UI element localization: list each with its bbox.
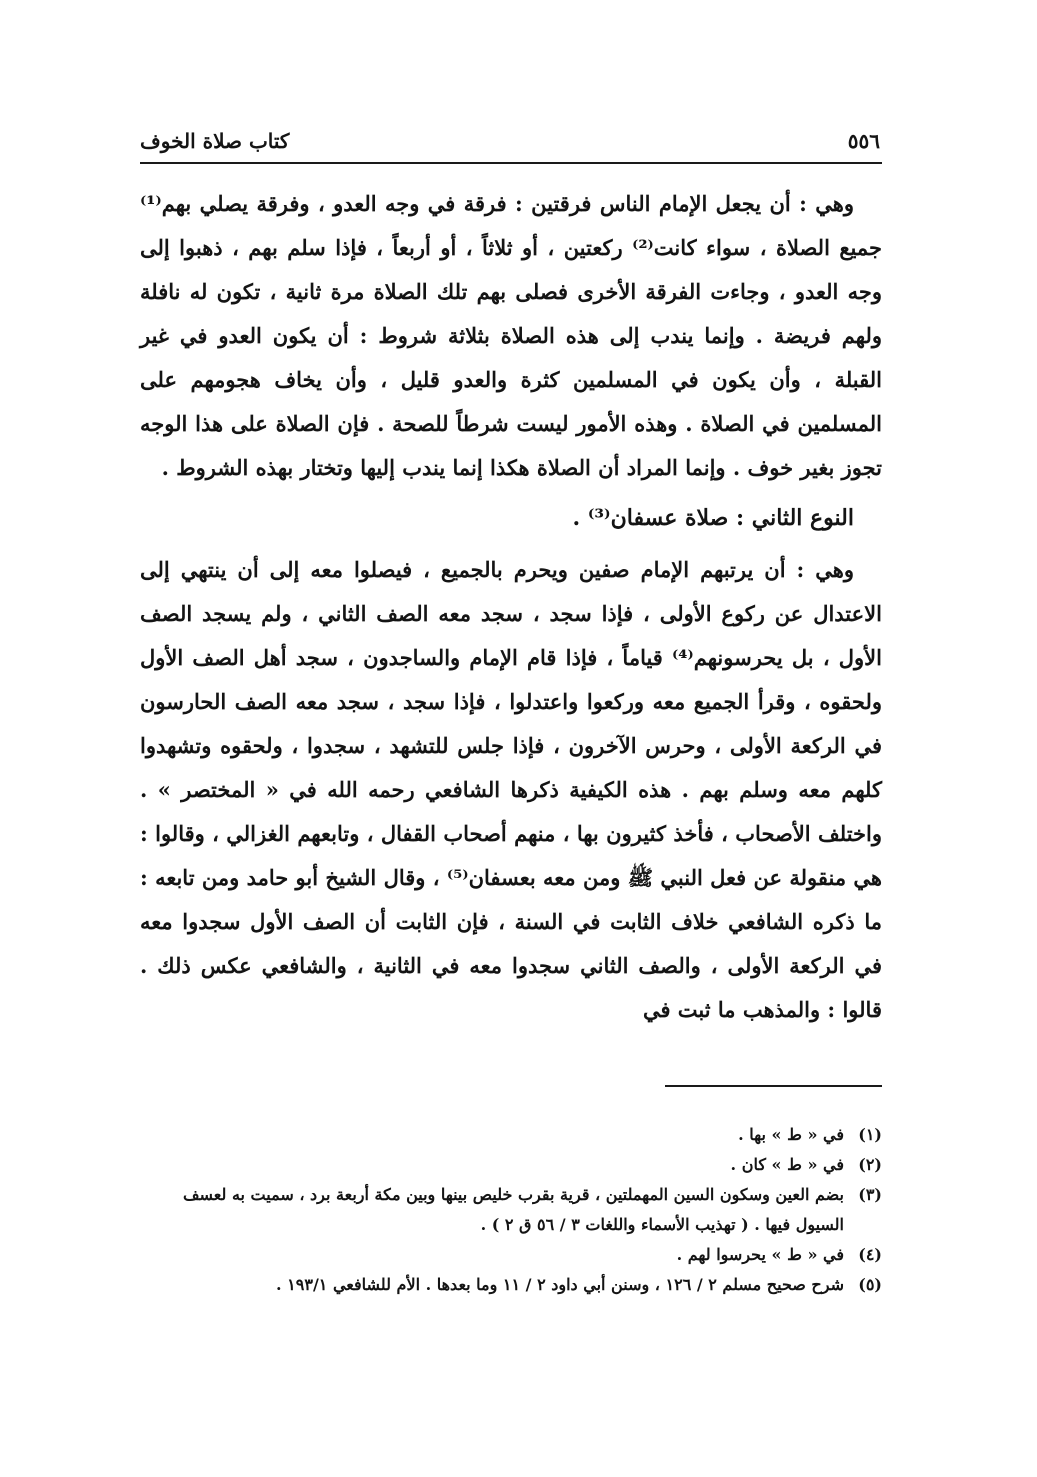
footnote-number: (١) <box>858 1125 882 1144</box>
footnote-1 <box>140 1120 882 1150</box>
footnote-number: (٥) <box>858 1275 882 1294</box>
page-number: ٥٥٦ <box>847 129 880 153</box>
footnote-number: (٤) <box>858 1245 882 1264</box>
footnote-text: في « ط » كان . <box>730 1155 844 1174</box>
footnotes <box>140 1120 882 1300</box>
paragraph-2: وهي : أن يرتبهم الإمام صفين ويحرم بالجميع ، فيصلوا معه إلى أن ينتهي إلى الاعتدال عن ركوع الأولى ، فإذا سجد ، سجد معه الصف الثاني ، ولم يسجد الصف الأول ، بل يحرسونهم⁽⁴⁾ قياماً ، فإذا قام الإمام والساجدون ، سجد أهل الصف الأول ولحقوه ، وقرأ الجميع معه وركعوا واعتدلوا ، فإذا سجد ، سجد معه الصف الحارسون في الركعة الأولى ، وحرس الآخرون ، فإذا جلس للتشهد ، سجدوا ، ولحقوه وتشهدوا كلهم معه وسلم بهم . هذه الكيفية ذكرها الشافعي رحمه الله في « المختصر » . واختلف الأصحاب ، فأخذ كثيرون بها ، منهم أصحاب القفال ، وتابعهم الغزالي ، وقالوا : هي منقولة عن فعل النبي ﷺ ومن معه بعسفان⁽⁵⁾ ، وقال الشيخ أبو حامد ومن تابعه : ما ذكره الشافعي خلاف الثابت في السنة ، فإن الثابت أن الصف الأول سجدوا معه في الركعة الأولى ، والصف الثاني سجدوا معه في الثانية ، والشافعي عكس ذلك . قالوا : والمذهب ما ثبت في <box>140 557 882 1022</box>
footnote-2 <box>140 1150 882 1180</box>
footnote-3 <box>140 1180 882 1240</box>
footnote-5 <box>140 1270 882 1300</box>
footnote-text: في « ط » بها . <box>738 1125 844 1144</box>
footnote-text: في « ط » يحرسوا لهم . <box>676 1245 844 1264</box>
chapter-title: كتاب صلاة الخوف <box>140 129 290 153</box>
footnote-divider <box>665 1085 882 1087</box>
main-text <box>140 182 882 1032</box>
footnote-text: بضم العين وسكون السين المهملتين ، قرية بقرب خليص بينها وبين مكة أربعة برد ، سميت به لعسف السيول فيها . ( تهذيب الأسماء واللغات ٣ / ٥٦ ق ٢ ) . <box>182 1185 844 1234</box>
header-divider <box>140 162 882 164</box>
footnote-text: شرح صحيح مسلم ٢ / ١٢٦ ، وسنن أبي داود ٢ / ١١ وما بعدها . الأم للشافعي ١٩٣/١ . <box>276 1275 844 1294</box>
footnote-number: (٣) <box>858 1185 882 1204</box>
footnote-number: (٢) <box>858 1155 882 1174</box>
section-heading: النوع الثاني : صلاة عسفان⁽³⁾ . <box>572 505 854 531</box>
page-header <box>140 126 880 156</box>
footnote-4 <box>140 1240 882 1270</box>
paragraph-1: وهي : أن يجعل الإمام الناس فرقتين : فرقة في وجه العدو ، وفرقة يصلي بهم⁽¹⁾ جميع الصلاة ، سواء كانت⁽²⁾ ركعتين ، أو ثلاثاً ، أو أربعاً ، فإذا سلم بهم ، ذهبوا إلى وجه العدو ، وجاءت الفرقة الأخرى فصلى بهم تلك الصلاة مرة ثانية ، تكون له نافلة ولهم فريضة . وإنما يندب إلى هذه الصلاة بثلاثة شروط : أن يكون العدو في غير القبلة ، وأن يكون في المسلمين كثرة والعدو قليل ، وأن يخاف هجومهم على المسلمين في الصلاة . وهذه الأمور ليست شرطاً للصحة . فإن الصلاة على هذا الوجه تجوز بغير خوف . وإنما المراد أن الصلاة هكذا إنما يندب إليها وتختار بهذه الشروط . <box>140 191 883 480</box>
